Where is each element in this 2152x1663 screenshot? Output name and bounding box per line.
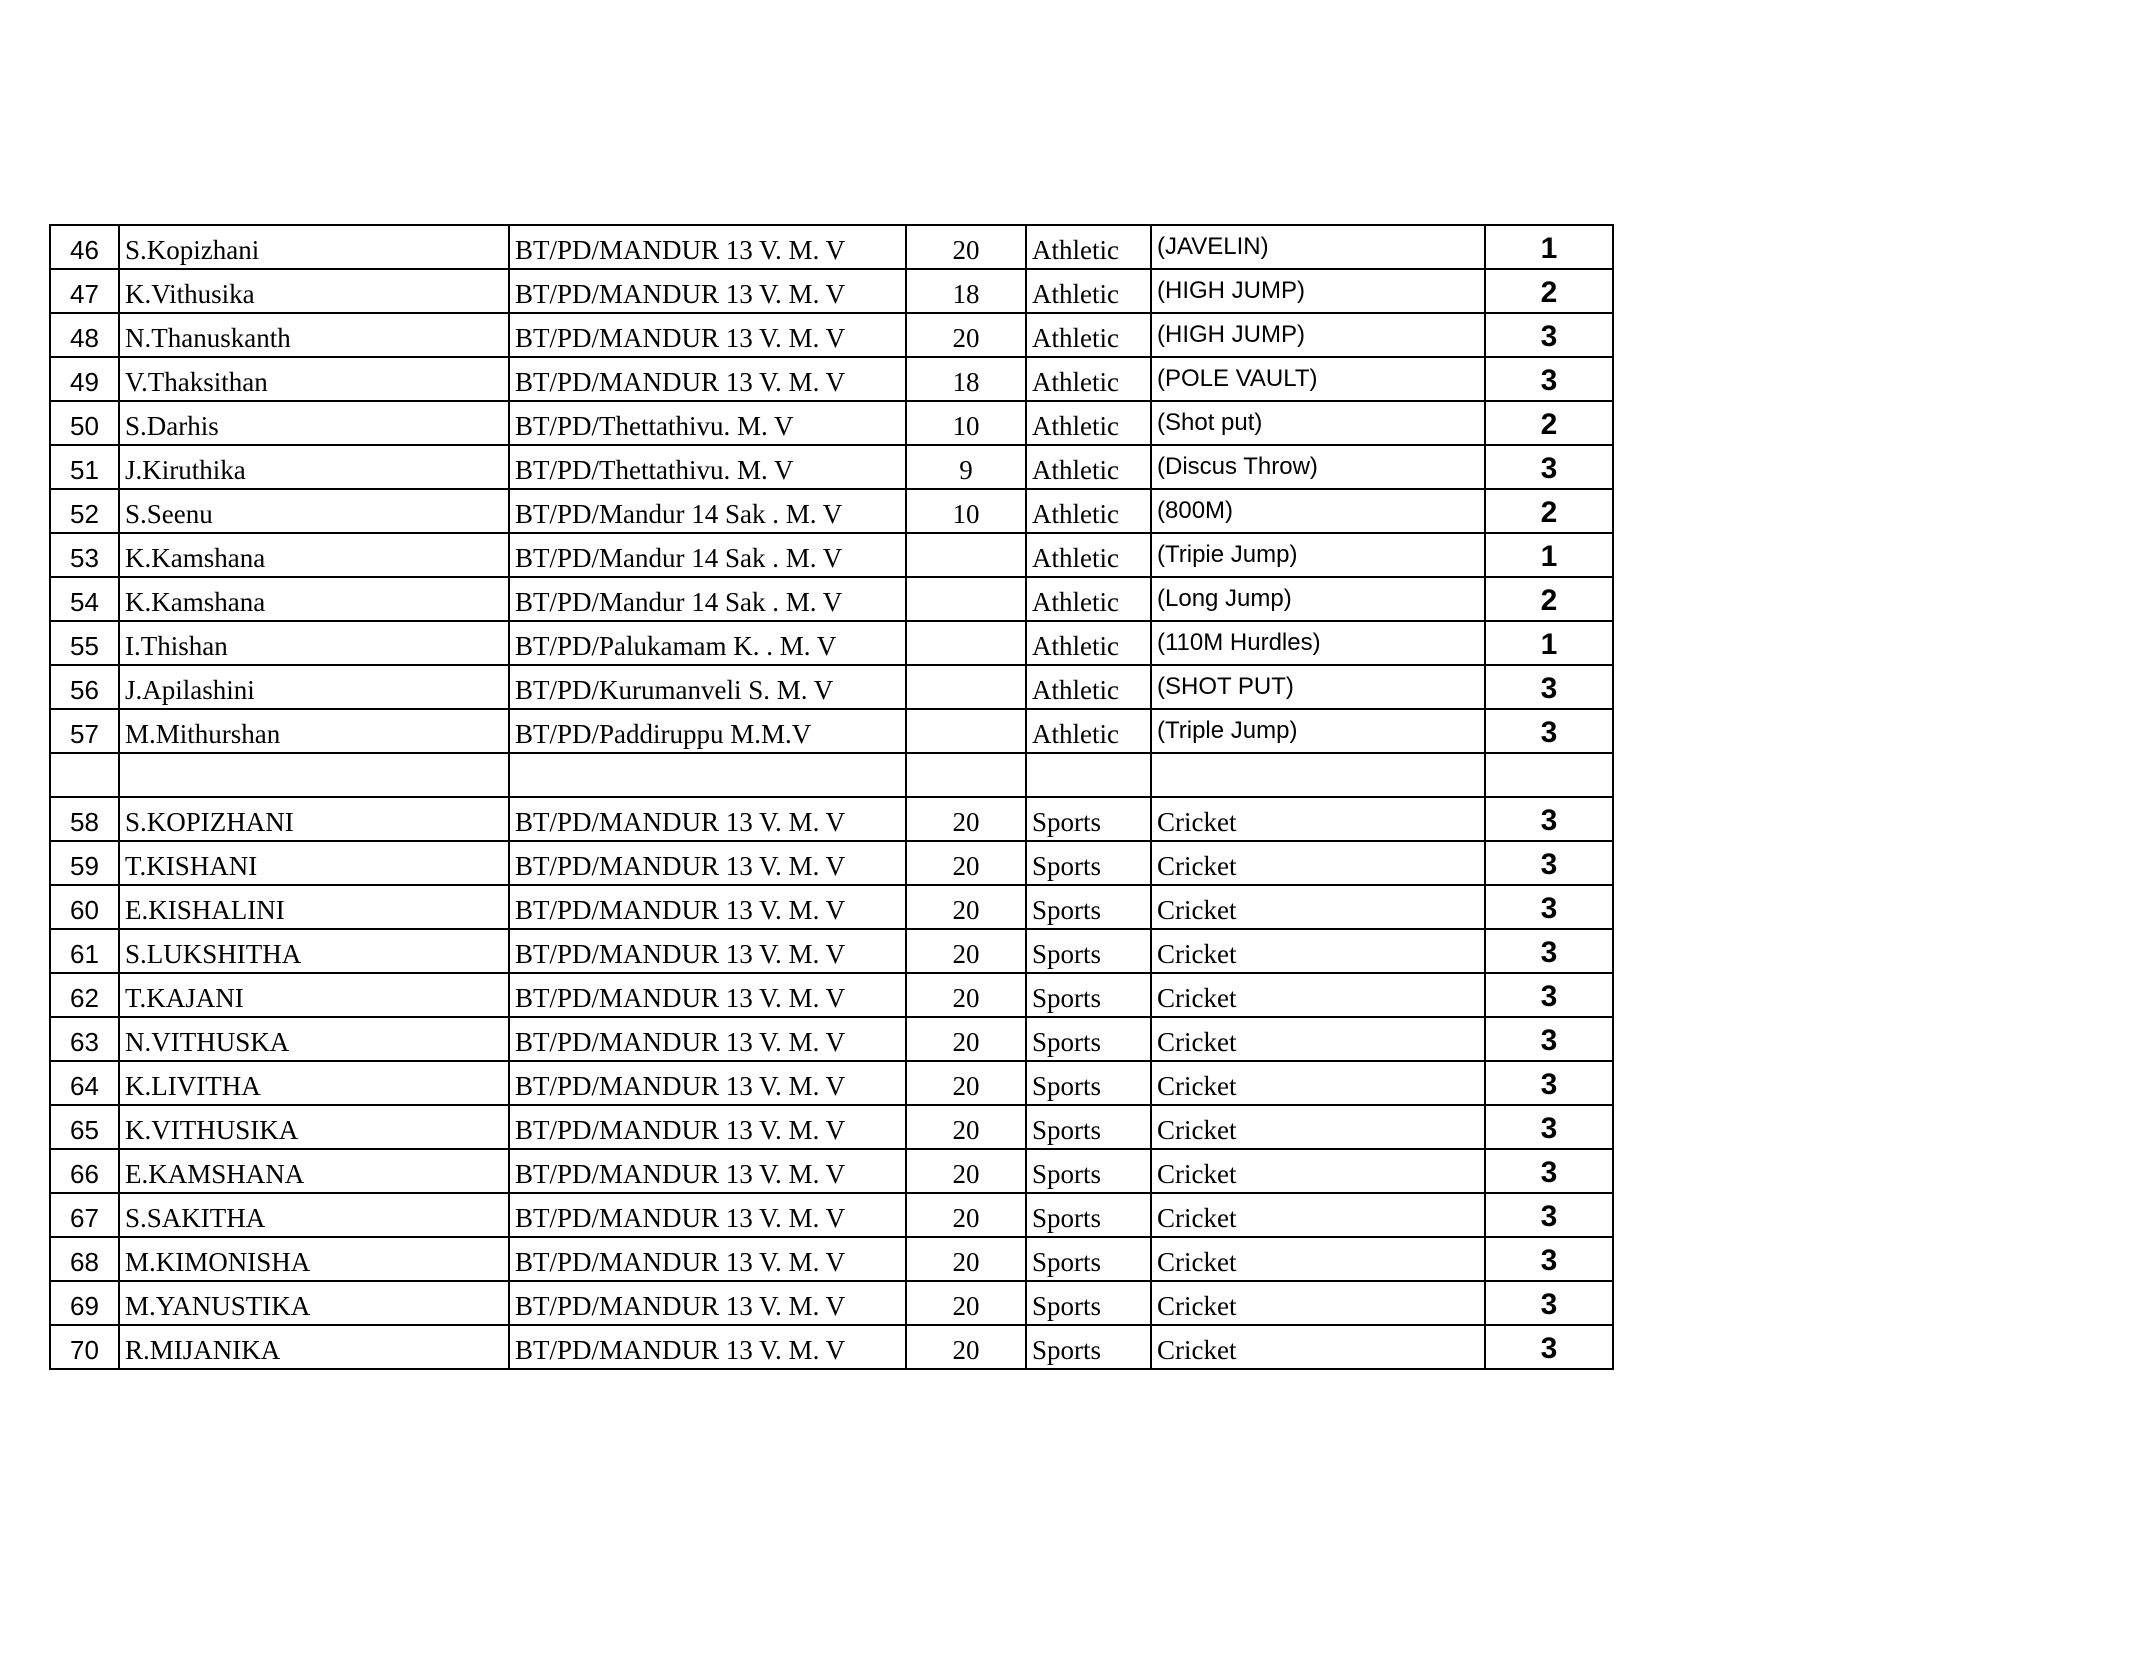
student-name-cell: S.Seenu xyxy=(119,489,509,533)
event-cell: Cricket xyxy=(1151,1105,1485,1149)
table-row xyxy=(50,885,1613,929)
table-row xyxy=(50,1281,1613,1325)
table-row xyxy=(50,973,1613,1017)
category-cell: Sports xyxy=(1026,1325,1151,1369)
table-row xyxy=(50,225,1613,269)
place-cell: 3 xyxy=(1485,1105,1613,1149)
school-cell: BT/PD/Palukamam K. . M. V xyxy=(509,621,906,665)
age-cell: 10 xyxy=(906,401,1026,445)
place-cell: 3 xyxy=(1485,1193,1613,1237)
school-cell: BT/PD/MANDUR 13 V. M. V xyxy=(509,1281,906,1325)
age-cell: 20 xyxy=(906,1061,1026,1105)
table-row xyxy=(50,1017,1613,1061)
school-cell: BT/PD/MANDUR 13 V. M. V xyxy=(509,841,906,885)
row-number-cell: 49 xyxy=(50,357,119,401)
event-cell: Cricket xyxy=(1151,797,1485,841)
event-cell: (SHOT PUT) xyxy=(1151,665,1485,709)
student-name-cell: S.Kopizhani xyxy=(119,225,509,269)
student-name-cell: E.KAMSHANA xyxy=(119,1149,509,1193)
event-cell: Cricket xyxy=(1151,1017,1485,1061)
event-cell: Cricket xyxy=(1151,1193,1485,1237)
place-cell: 2 xyxy=(1485,489,1613,533)
category-cell: Athletic xyxy=(1026,665,1151,709)
category-cell: Athletic xyxy=(1026,489,1151,533)
category-cell: Sports xyxy=(1026,1061,1151,1105)
table-row xyxy=(50,357,1613,401)
row-number-cell: 65 xyxy=(50,1105,119,1149)
event-cell: (HIGH JUMP) xyxy=(1151,313,1485,357)
school-cell: BT/PD/Thettathivu. M. V xyxy=(509,445,906,489)
event-cell: (Shot put) xyxy=(1151,401,1485,445)
student-name-cell: N.Thanuskanth xyxy=(119,313,509,357)
age-cell: 20 xyxy=(906,1325,1026,1369)
age-cell xyxy=(906,709,1026,753)
student-name-cell: K.LIVITHA xyxy=(119,1061,509,1105)
event-cell: Cricket xyxy=(1151,929,1485,973)
student-name-cell: M.KIMONISHA xyxy=(119,1237,509,1281)
event-cell: (POLE VAULT) xyxy=(1151,357,1485,401)
table-row xyxy=(50,621,1613,665)
row-number-cell: 61 xyxy=(50,929,119,973)
row-number-cell: 69 xyxy=(50,1281,119,1325)
place-cell xyxy=(1485,753,1613,797)
student-name-cell: T.KISHANI xyxy=(119,841,509,885)
table-row xyxy=(50,489,1613,533)
student-name-cell: I.Thishan xyxy=(119,621,509,665)
student-name-cell: K.Kamshana xyxy=(119,533,509,577)
student-name-cell xyxy=(119,753,509,797)
row-number-cell: 48 xyxy=(50,313,119,357)
student-name-cell: E.KISHALINI xyxy=(119,885,509,929)
event-cell: Cricket xyxy=(1151,973,1485,1017)
row-number-cell: 55 xyxy=(50,621,119,665)
event-cell: Cricket xyxy=(1151,1149,1485,1193)
category-cell: Sports xyxy=(1026,885,1151,929)
age-cell: 20 xyxy=(906,885,1026,929)
school-cell: BT/PD/MANDUR 13 V. M. V xyxy=(509,269,906,313)
age-cell: 20 xyxy=(906,841,1026,885)
place-cell: 2 xyxy=(1485,401,1613,445)
category-cell: Sports xyxy=(1026,1017,1151,1061)
event-cell: (Tripie Jump) xyxy=(1151,533,1485,577)
school-cell: BT/PD/Paddiruppu M.M.V xyxy=(509,709,906,753)
place-cell: 3 xyxy=(1485,885,1613,929)
age-cell: 20 xyxy=(906,1237,1026,1281)
student-name-cell: V.Thaksithan xyxy=(119,357,509,401)
event-cell: (HIGH JUMP) xyxy=(1151,269,1485,313)
age-cell: 10 xyxy=(906,489,1026,533)
age-cell: 20 xyxy=(906,313,1026,357)
student-name-cell: K.Vithusika xyxy=(119,269,509,313)
age-cell xyxy=(906,577,1026,621)
age-cell: 9 xyxy=(906,445,1026,489)
row-number-cell: 64 xyxy=(50,1061,119,1105)
row-number-cell: 50 xyxy=(50,401,119,445)
row-number-cell: 56 xyxy=(50,665,119,709)
student-name-cell: S.KOPIZHANI xyxy=(119,797,509,841)
place-cell: 3 xyxy=(1485,1149,1613,1193)
age-cell: 20 xyxy=(906,225,1026,269)
age-cell xyxy=(906,753,1026,797)
category-cell: Sports xyxy=(1026,973,1151,1017)
age-cell: 20 xyxy=(906,1105,1026,1149)
row-number-cell: 47 xyxy=(50,269,119,313)
school-cell: BT/PD/Kurumanveli S. M. V xyxy=(509,665,906,709)
place-cell: 3 xyxy=(1485,445,1613,489)
row-number-cell: 58 xyxy=(50,797,119,841)
category-cell: Sports xyxy=(1026,1105,1151,1149)
place-cell: 3 xyxy=(1485,1017,1613,1061)
row-number-cell xyxy=(50,753,119,797)
table-row xyxy=(50,753,1613,797)
row-number-cell: 59 xyxy=(50,841,119,885)
table-row xyxy=(50,1105,1613,1149)
place-cell: 3 xyxy=(1485,313,1613,357)
category-cell: Sports xyxy=(1026,1193,1151,1237)
school-cell: BT/PD/Mandur 14 Sak . M. V xyxy=(509,489,906,533)
event-cell: (800M) xyxy=(1151,489,1485,533)
place-cell: 3 xyxy=(1485,665,1613,709)
row-number-cell: 63 xyxy=(50,1017,119,1061)
results-table xyxy=(49,224,1614,1370)
place-cell: 2 xyxy=(1485,577,1613,621)
student-name-cell: M.Mithurshan xyxy=(119,709,509,753)
event-cell: (Discus Throw) xyxy=(1151,445,1485,489)
age-cell: 18 xyxy=(906,357,1026,401)
student-name-cell: J.Kiruthika xyxy=(119,445,509,489)
school-cell: BT/PD/MANDUR 13 V. M. V xyxy=(509,357,906,401)
place-cell: 3 xyxy=(1485,797,1613,841)
table-row xyxy=(50,1149,1613,1193)
row-number-cell: 66 xyxy=(50,1149,119,1193)
place-cell: 1 xyxy=(1485,621,1613,665)
table-row xyxy=(50,445,1613,489)
place-cell: 3 xyxy=(1485,1237,1613,1281)
student-name-cell: J.Apilashini xyxy=(119,665,509,709)
row-number-cell: 70 xyxy=(50,1325,119,1369)
age-cell xyxy=(906,665,1026,709)
school-cell: BT/PD/MANDUR 13 V. M. V xyxy=(509,1061,906,1105)
results-table-body xyxy=(50,225,1613,1369)
table-row xyxy=(50,1237,1613,1281)
event-cell: Cricket xyxy=(1151,1281,1485,1325)
category-cell: Athletic xyxy=(1026,621,1151,665)
category-cell: Sports xyxy=(1026,797,1151,841)
place-cell: 3 xyxy=(1485,1061,1613,1105)
row-number-cell: 51 xyxy=(50,445,119,489)
category-cell: Athletic xyxy=(1026,401,1151,445)
place-cell: 3 xyxy=(1485,841,1613,885)
school-cell: BT/PD/Thettathivu. M. V xyxy=(509,401,906,445)
school-cell: BT/PD/MANDUR 13 V. M. V xyxy=(509,1105,906,1149)
table-row xyxy=(50,665,1613,709)
row-number-cell: 67 xyxy=(50,1193,119,1237)
category-cell: Athletic xyxy=(1026,533,1151,577)
table-row xyxy=(50,533,1613,577)
place-cell: 3 xyxy=(1485,1281,1613,1325)
school-cell: BT/PD/MANDUR 13 V. M. V xyxy=(509,797,906,841)
age-cell: 18 xyxy=(906,269,1026,313)
age-cell: 20 xyxy=(906,1017,1026,1061)
place-cell: 2 xyxy=(1485,269,1613,313)
age-cell xyxy=(906,533,1026,577)
row-number-cell: 53 xyxy=(50,533,119,577)
category-cell: Sports xyxy=(1026,1281,1151,1325)
place-cell: 3 xyxy=(1485,357,1613,401)
place-cell: 1 xyxy=(1485,533,1613,577)
school-cell: BT/PD/MANDUR 13 V. M. V xyxy=(509,973,906,1017)
student-name-cell: T.KAJANI xyxy=(119,973,509,1017)
row-number-cell: 46 xyxy=(50,225,119,269)
table-row xyxy=(50,709,1613,753)
category-cell: Athletic xyxy=(1026,709,1151,753)
event-cell: (Long Jump) xyxy=(1151,577,1485,621)
table-row xyxy=(50,1325,1613,1369)
event-cell: Cricket xyxy=(1151,841,1485,885)
row-number-cell: 62 xyxy=(50,973,119,1017)
table-row xyxy=(50,841,1613,885)
place-cell: 1 xyxy=(1485,225,1613,269)
row-number-cell: 68 xyxy=(50,1237,119,1281)
row-number-cell: 54 xyxy=(50,577,119,621)
place-cell: 3 xyxy=(1485,709,1613,753)
school-cell xyxy=(509,753,906,797)
age-cell: 20 xyxy=(906,1281,1026,1325)
table-row xyxy=(50,929,1613,973)
event-cell: (JAVELIN) xyxy=(1151,225,1485,269)
school-cell: BT/PD/MANDUR 13 V. M. V xyxy=(509,1149,906,1193)
table-row xyxy=(50,577,1613,621)
student-name-cell: R.MIJANIKA xyxy=(119,1325,509,1369)
table-row xyxy=(50,269,1613,313)
place-cell: 3 xyxy=(1485,973,1613,1017)
age-cell: 20 xyxy=(906,797,1026,841)
event-cell: (110M Hurdles) xyxy=(1151,621,1485,665)
age-cell: 20 xyxy=(906,929,1026,973)
category-cell: Athletic xyxy=(1026,577,1151,621)
category-cell: Athletic xyxy=(1026,445,1151,489)
category-cell: Sports xyxy=(1026,1149,1151,1193)
school-cell: BT/PD/MANDUR 13 V. M. V xyxy=(509,225,906,269)
school-cell: BT/PD/MANDUR 13 V. M. V xyxy=(509,1193,906,1237)
row-number-cell: 57 xyxy=(50,709,119,753)
category-cell: Athletic xyxy=(1026,313,1151,357)
student-name-cell: S.LUKSHITHA xyxy=(119,929,509,973)
school-cell: BT/PD/MANDUR 13 V. M. V xyxy=(509,1237,906,1281)
place-cell: 3 xyxy=(1485,929,1613,973)
student-name-cell: K.Kamshana xyxy=(119,577,509,621)
school-cell: BT/PD/Mandur 14 Sak . M. V xyxy=(509,533,906,577)
event-cell: Cricket xyxy=(1151,885,1485,929)
student-name-cell: M.YANUSTIKA xyxy=(119,1281,509,1325)
age-cell: 20 xyxy=(906,1149,1026,1193)
row-number-cell: 52 xyxy=(50,489,119,533)
school-cell: BT/PD/MANDUR 13 V. M. V xyxy=(509,1017,906,1061)
category-cell xyxy=(1026,753,1151,797)
place-cell: 3 xyxy=(1485,1325,1613,1369)
table-row xyxy=(50,1061,1613,1105)
school-cell: BT/PD/MANDUR 13 V. M. V xyxy=(509,929,906,973)
student-name-cell: S.Darhis xyxy=(119,401,509,445)
student-name-cell: N.VITHUSKA xyxy=(119,1017,509,1061)
category-cell: Sports xyxy=(1026,929,1151,973)
school-cell: BT/PD/MANDUR 13 V. M. V xyxy=(509,885,906,929)
age-cell: 20 xyxy=(906,1193,1026,1237)
category-cell: Sports xyxy=(1026,1237,1151,1281)
event-cell: Cricket xyxy=(1151,1061,1485,1105)
event-cell: Cricket xyxy=(1151,1325,1485,1369)
category-cell: Athletic xyxy=(1026,225,1151,269)
school-cell: BT/PD/MANDUR 13 V. M. V xyxy=(509,1325,906,1369)
category-cell: Sports xyxy=(1026,841,1151,885)
table-row xyxy=(50,1193,1613,1237)
row-number-cell: 60 xyxy=(50,885,119,929)
event-cell xyxy=(1151,753,1485,797)
student-name-cell: S.SAKITHA xyxy=(119,1193,509,1237)
student-name-cell: K.VITHUSIKA xyxy=(119,1105,509,1149)
school-cell: BT/PD/Mandur 14 Sak . M. V xyxy=(509,577,906,621)
age-cell xyxy=(906,621,1026,665)
school-cell: BT/PD/MANDUR 13 V. M. V xyxy=(509,313,906,357)
category-cell: Athletic xyxy=(1026,269,1151,313)
table-row xyxy=(50,401,1613,445)
table-row xyxy=(50,797,1613,841)
event-cell: Cricket xyxy=(1151,1237,1485,1281)
event-cell: (Triple Jump) xyxy=(1151,709,1485,753)
age-cell: 20 xyxy=(906,973,1026,1017)
category-cell: Athletic xyxy=(1026,357,1151,401)
table-row xyxy=(50,313,1613,357)
